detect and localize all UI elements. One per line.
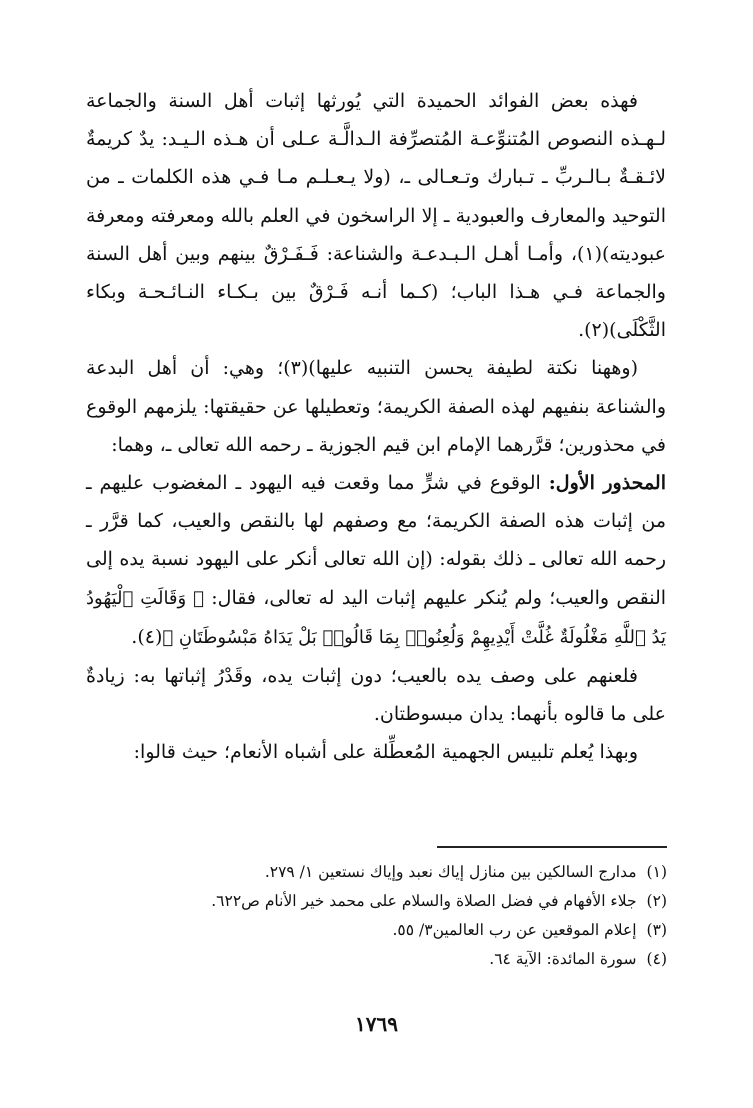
footnote-text: مدارج السالكين بين منازل إياك نعبد وإياك نستعين ١/ ٢٧٩. [264, 863, 637, 881]
footnote-text: سورة المائدة: الآية ٦٤. [489, 950, 637, 968]
paragraph-1: فهذه بعض الفوائد الحميدة التي يُورثها إثبات أهل السنة والجماعة لـهـذه النصوص المُتنوِّعـة المُتصرِّفة الـدالَّـة عـلى أن هـذه الـيـد: يدٌ كريمةٌ لائـقـةٌ بـالـربِّ ـ تـبارك وتـعـالى ـ، (ولا يـعـلـم مـا فـي هذه الكلمات ـ من التوحيد والمعارف والعبودية ـ إلا الراسخون في العلم بالله ومعرفته ومعرفة عبوديته)(١)، وأمـا أهـل الـبـدعـة والشناعة: فَـفَـرْقٌ بينهم وبين أهل السنة والجماعة فـي هـذا الباب؛ (كـما أنـه فَـرْقٌ بين بـكـاء النـائـحـة وبكاء الثَّكْلَى)(٢). [86, 90, 666, 342]
footnote-number: (٣) [646, 921, 667, 939]
verse-end: . [131, 625, 138, 648]
first-danger-text: الوقوع في شرٍّ مما وقعت فيه اليهود ـ المغضوب عليهم ـ من إثبات هذه الصفة الكريمة؛ مع وصفهم لها بالنقص والعيب، كما قرَّر ـ رحمه الله تعالى ـ ذلك بقوله: (إن الله تعالى أنكر على اليهود نسبة يده إلى النقص والعيب؛ ولم يُنكر عليهم إثبات اليد له تعالى، فقال: [86, 472, 667, 609]
footnotes [87, 858, 667, 974]
first-danger-paragraph [86, 464, 666, 657]
paragraph-2: (وههنا نكتة لطيفة يحسن التنبيه عليها)(٣)؛ وهي: أن أهل البدعة والشناعة بنفيهم لهذه الصفة الكريمة؛ وتعطيلها عن حقيقتها: يلزمهم الوقوع في محذورين؛ قرَّرهما الإمام ابن قيم الجوزية ـ رحمه الله تعالى ـ، وهما: [86, 357, 666, 456]
main-text [86, 82, 666, 772]
page-number: ١٧٦٩ [355, 1012, 398, 1036]
footnote-number: (١) [646, 863, 667, 881]
footnote-separator [437, 846, 667, 848]
paragraph-4: وبهذا يُعلم تلبيس الجهمية المُعطِّلة على أشباه الأنعام؛ حيث قالوا: [133, 741, 638, 764]
verse-footnote-ref: (٤) [137, 625, 163, 648]
footnote-number: (٢) [646, 892, 667, 910]
first-danger-heading: المحذور الأول: [548, 472, 666, 495]
footnote-text: جلاء الأفهام في فضل الصلاة والسلام على محمد خير الأنام ص٦٢٢. [211, 892, 637, 910]
footnote-number: (٤) [646, 950, 667, 968]
paragraph-3: فلعنهم على وصف يده بالعيب؛ دون إثبات يده، وقَدْرُ إثباتها به: زيادةٌ على ما قالوه بأنهما: يدان مبسوطتان. [86, 665, 666, 726]
footnote-4 [87, 945, 667, 974]
footnote-2 [87, 887, 667, 916]
footnote-1 [87, 858, 667, 887]
footnote-3 [87, 916, 667, 945]
quran-verse: ﴿ وَقَالَتِ ٱلْيَهُودُ يَدُ ٱللَّهِ مَغْلُولَةٌ غُلَّتْ أَيْدِيهِمْ وَلُعِنُوا۟ بِمَا قَالُوا۟ بَلْ يَدَاهُ مَبْسُوطَتَانِ ﴾ [86, 587, 666, 648]
footnote-text: إعلام الموقعين عن رب العالمين٣/ ٥٥. [392, 921, 637, 939]
